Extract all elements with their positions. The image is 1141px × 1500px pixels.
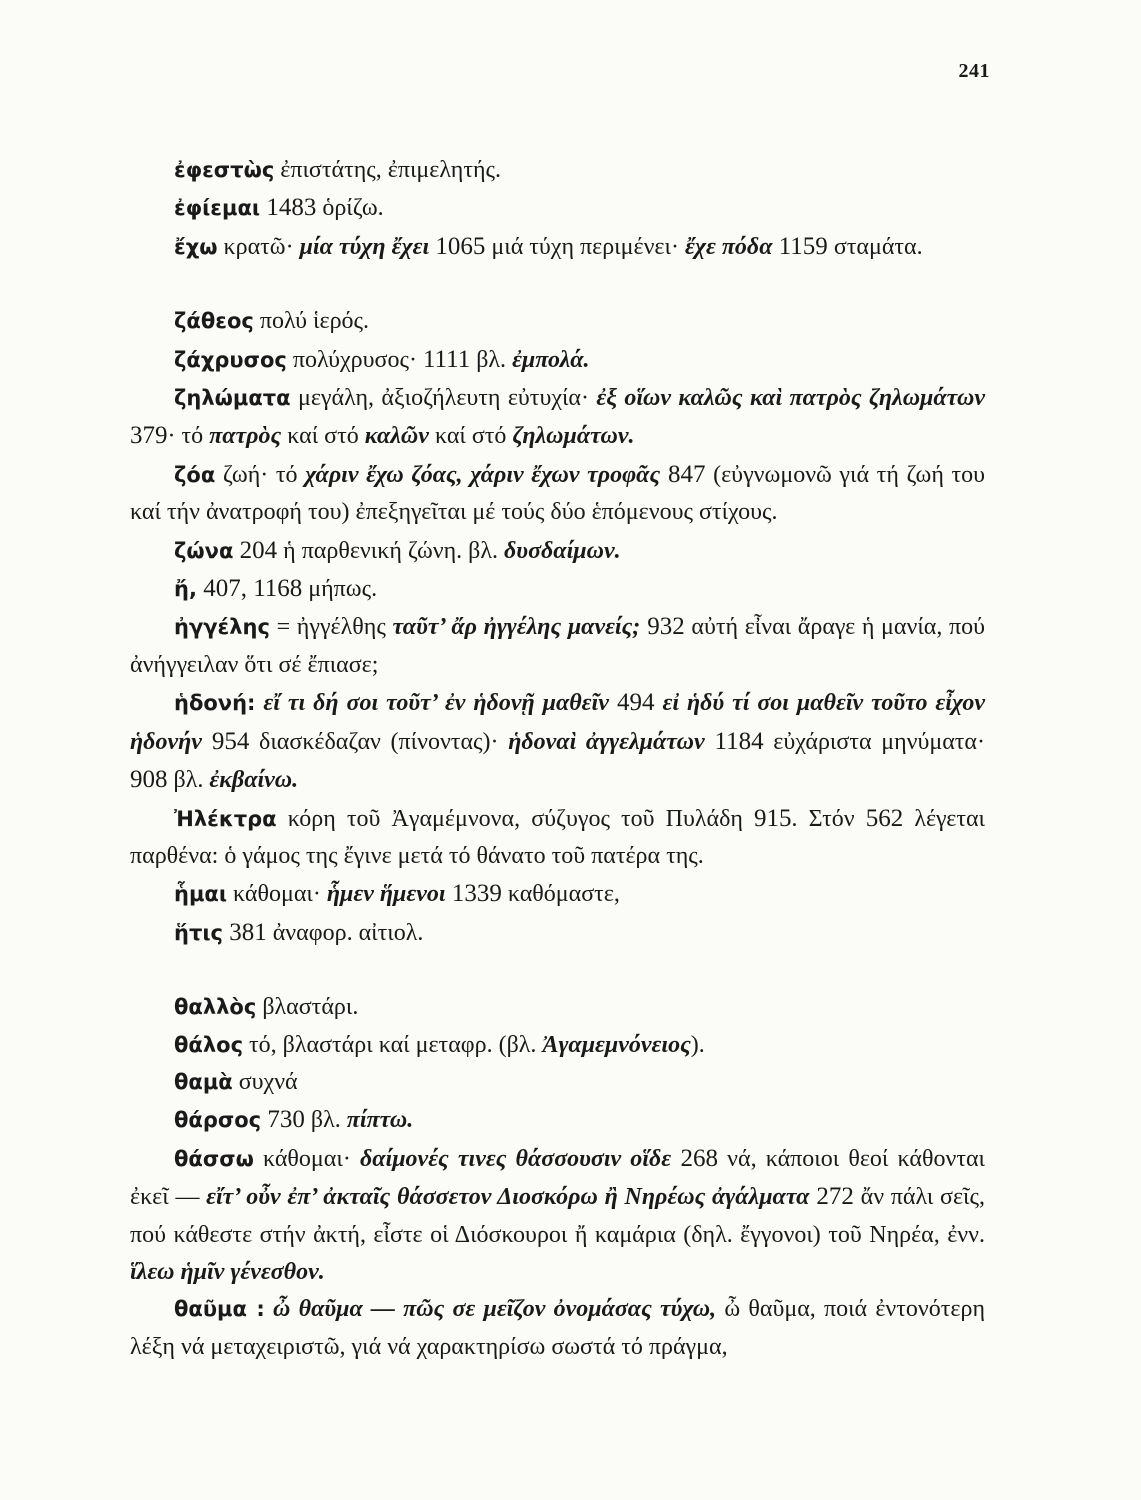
entry-zona xyxy=(130,532,985,570)
lemma: ζηλώματα xyxy=(174,386,291,411)
verse-number: 1065 xyxy=(429,232,486,260)
lemma: θαλλὸς xyxy=(174,995,257,1020)
gloss: ἡ παρθενική ζώνη. βλ. xyxy=(277,537,505,564)
gloss: εὐχάριστα μηνύματα· xyxy=(763,728,985,755)
glossary-entries xyxy=(130,152,985,1366)
entry-hedone xyxy=(130,684,985,799)
entry-tharsos xyxy=(130,1101,985,1139)
quote: ἐξ οἵων καλῶς καὶ πατρὸς ζηλωμάτων xyxy=(596,385,985,412)
gloss: κρατῶ· xyxy=(217,233,300,260)
quote: ὦ θαῦμα — πῶς σε μεῖζον ὀνομάσας τύχω, xyxy=(264,1296,717,1323)
verse-number: 204 xyxy=(233,536,278,564)
gloss: λέγεται παρθένα: ὁ γάμος της ἔγινε μετά τό θάνατο τοῦ πατέρα της. xyxy=(130,805,986,869)
cross-reference: δυσδαίμων. xyxy=(504,537,621,564)
gloss: ἐπιστάτης, ἐπιμελητής. xyxy=(274,157,502,183)
gloss: κόρη τοῦ Ἀγαμέμνονα, σύζυγος τοῦ Πυλάδη xyxy=(276,805,755,832)
verse-number: 1111 xyxy=(422,345,471,373)
quote: ἵλεω ἡμῖν γένεσθον. xyxy=(130,1258,325,1285)
verse-number: 847 xyxy=(660,460,706,488)
lemma: ἠγγέλης xyxy=(174,615,270,640)
lemma: Ἠλέκτρα xyxy=(174,806,277,831)
gloss: · τό xyxy=(167,423,210,450)
gloss: ὁρίζω. xyxy=(316,195,384,222)
entry-zachrysos xyxy=(130,341,985,379)
gloss: ὦ θαῦμα, ποιά ἐντονότερη λέξη νά μεταχειριστῶ, γιά νά χαρακτηρίσω σωστά τό πράγμα, xyxy=(130,1296,986,1360)
gloss: ἀναφορ. αἰτιολ. xyxy=(266,919,424,946)
gloss: νά, κάποιοι θεοί κάθονται ἐκεῖ — xyxy=(130,1145,985,1211)
verse-number: 379 xyxy=(130,422,168,450)
gloss: καθόμαστε, xyxy=(501,881,620,908)
gloss: βλ. xyxy=(167,767,210,794)
lemma: θάλος xyxy=(174,1032,244,1057)
quote: πατρὸς xyxy=(209,423,282,450)
gloss: βλ. xyxy=(304,1107,347,1134)
verse-number: 932 xyxy=(640,613,685,641)
gloss: κάθομαι· xyxy=(227,881,327,908)
verse-number: 1184 xyxy=(704,727,764,755)
quote: δαίμονές τινες θάσσουσιν οἵδε xyxy=(359,1145,672,1172)
quote: ἔχε πόδα xyxy=(684,233,773,260)
lemma: ἧμαι xyxy=(174,882,228,907)
quote: εἴ τι δή σοι τοῦτ’ ἐν ἡδονῇ μαθεῖν xyxy=(255,690,609,717)
quote: χάριν ἔχω ζόας, χάριν ἔχων τροφᾶς xyxy=(305,461,661,488)
gloss: καί στό xyxy=(281,423,365,450)
verse-number: 1159 xyxy=(772,232,828,260)
verse-number: 562 xyxy=(865,804,904,832)
entry-thalos xyxy=(130,1027,985,1064)
gloss: αὐτή εἶναι ἄραγε ἡ μανία, πού ἀνήγγειλαν ὅτι σέ ἔπιασε; xyxy=(130,614,986,678)
gloss: σταμάτα. xyxy=(827,233,923,260)
lemma: θαῦμα : xyxy=(174,1297,265,1322)
entry-thallos xyxy=(130,989,985,1026)
quote: ἧμεν ἥμενοι xyxy=(326,881,446,908)
gloss: συχνά xyxy=(232,1068,298,1095)
gloss: μήπως. xyxy=(302,576,378,603)
lemma: θάρσος xyxy=(174,1108,262,1133)
entry-thama xyxy=(130,1064,985,1101)
section-gap xyxy=(130,266,985,303)
lemma: ἡδονή: xyxy=(174,691,256,716)
verse-number: 381 xyxy=(222,918,267,946)
lemma: ζάχρυσος xyxy=(174,347,287,372)
entry-elektra xyxy=(130,800,985,876)
lemma: ἔχω xyxy=(174,234,218,259)
gloss: καί στό xyxy=(428,423,513,450)
quote: μία τύχη ἔχει xyxy=(299,233,430,260)
verse-number: 1339 xyxy=(445,880,502,908)
entry-emai xyxy=(130,875,985,913)
entry-thasso xyxy=(130,1140,985,1292)
entry-e xyxy=(130,570,985,608)
gloss: βλ. xyxy=(470,346,513,373)
lemma: ἤ, xyxy=(174,577,197,602)
gloss: = ἠγγέλθης xyxy=(269,614,393,641)
gloss: διασκέδαζαν (πίνοντας)· xyxy=(249,728,509,755)
quote: ταῦτ’ ἄρ ἠγγέλης μανείς; xyxy=(392,614,641,641)
lemma: ζώνα xyxy=(174,538,234,563)
lemma: ἐφίεμαι xyxy=(174,196,261,221)
gloss: πολύχρυσος· xyxy=(286,346,423,373)
entry-zatheos xyxy=(130,303,985,340)
gloss: . Στόν xyxy=(791,805,866,832)
verse-number: 494 xyxy=(608,689,655,717)
lemma: ζάθεος xyxy=(174,309,254,334)
entry-efiemai xyxy=(130,189,985,227)
section-gap xyxy=(130,952,985,989)
gloss: μιά τύχη περιμένει· xyxy=(485,233,685,260)
gloss: (εὐγνωμονῶ γιά τή ζωή του καί τήν ἀνατροφή του) ἐπεξηγεῖται μέ τούς δύο ἑπόμενους στίχους. xyxy=(130,461,986,526)
gloss: τό, βλαστάρι καί μεταφρ. (βλ. xyxy=(243,1031,543,1058)
quote: ζηλωμάτων. xyxy=(512,423,635,450)
page-number: 241 xyxy=(958,60,990,82)
quote: ἡδοναὶ ἀγγελμάτων xyxy=(508,728,705,755)
cross-reference: ἐμπολά. xyxy=(512,346,590,373)
gloss: μεγάλη, ἀξιοζήλευτη εὐτυχία· xyxy=(290,385,597,412)
lemma: θαμὰ xyxy=(174,1069,233,1094)
verse-number: 908 xyxy=(130,766,168,794)
lemma: θάσσω xyxy=(174,1146,254,1171)
verse-number: 730 xyxy=(261,1106,305,1134)
entry-zelomata xyxy=(130,379,985,456)
lemma: ἐφεστὼς xyxy=(174,158,275,182)
quote: εἴτ’ οὖν ἐπ’ ἀκταῖς θάσσετον Διοσκόρω ἢ Νηρέως ἀγάλματα xyxy=(206,1184,810,1211)
entry-hetis xyxy=(130,914,985,952)
entry-zoa xyxy=(130,456,985,532)
entry-thauma xyxy=(130,1291,985,1366)
gloss: ). xyxy=(690,1031,705,1058)
verse-number: 915 xyxy=(754,804,792,832)
gloss: κάθομαι· xyxy=(253,1145,360,1172)
cross-reference: Ἀγαμεμνόνειος xyxy=(542,1031,691,1058)
verse-number: 272 xyxy=(809,1183,854,1211)
verse-number: 407, 1168 xyxy=(196,575,303,603)
entry-efestos xyxy=(130,152,985,189)
lemma: ζόα xyxy=(174,462,216,487)
gloss: ἄν πάλι σεῖς, πού κάθεστε στήν ἀκτή, εἶστε οἱ Διόσκουροι ἤ καμάρια (δηλ. ἔγγονοι) τοῦ Νηρέα, ἐνν. xyxy=(130,1184,985,1248)
gloss: βλαστάρι. xyxy=(256,994,359,1021)
lemma: ἥτις xyxy=(174,920,223,945)
cross-reference: ἐκβαίνω. xyxy=(209,767,299,794)
verse-number: 1483 xyxy=(260,194,317,222)
gloss: πολύ ἱερός. xyxy=(253,308,370,335)
entry-echo xyxy=(130,228,985,266)
gloss: ζωή· τό xyxy=(215,461,306,488)
quote: εἰ ἡδύ τί σοι μαθεῖν τοῦτο εἶχον ἡδονήν xyxy=(130,690,986,755)
verse-number: 268 xyxy=(671,1144,718,1172)
entry-engeles xyxy=(130,608,985,684)
verse-number: 954 xyxy=(201,727,250,755)
cross-reference: πίπτω. xyxy=(346,1107,414,1134)
quote: καλῶν xyxy=(364,423,429,450)
